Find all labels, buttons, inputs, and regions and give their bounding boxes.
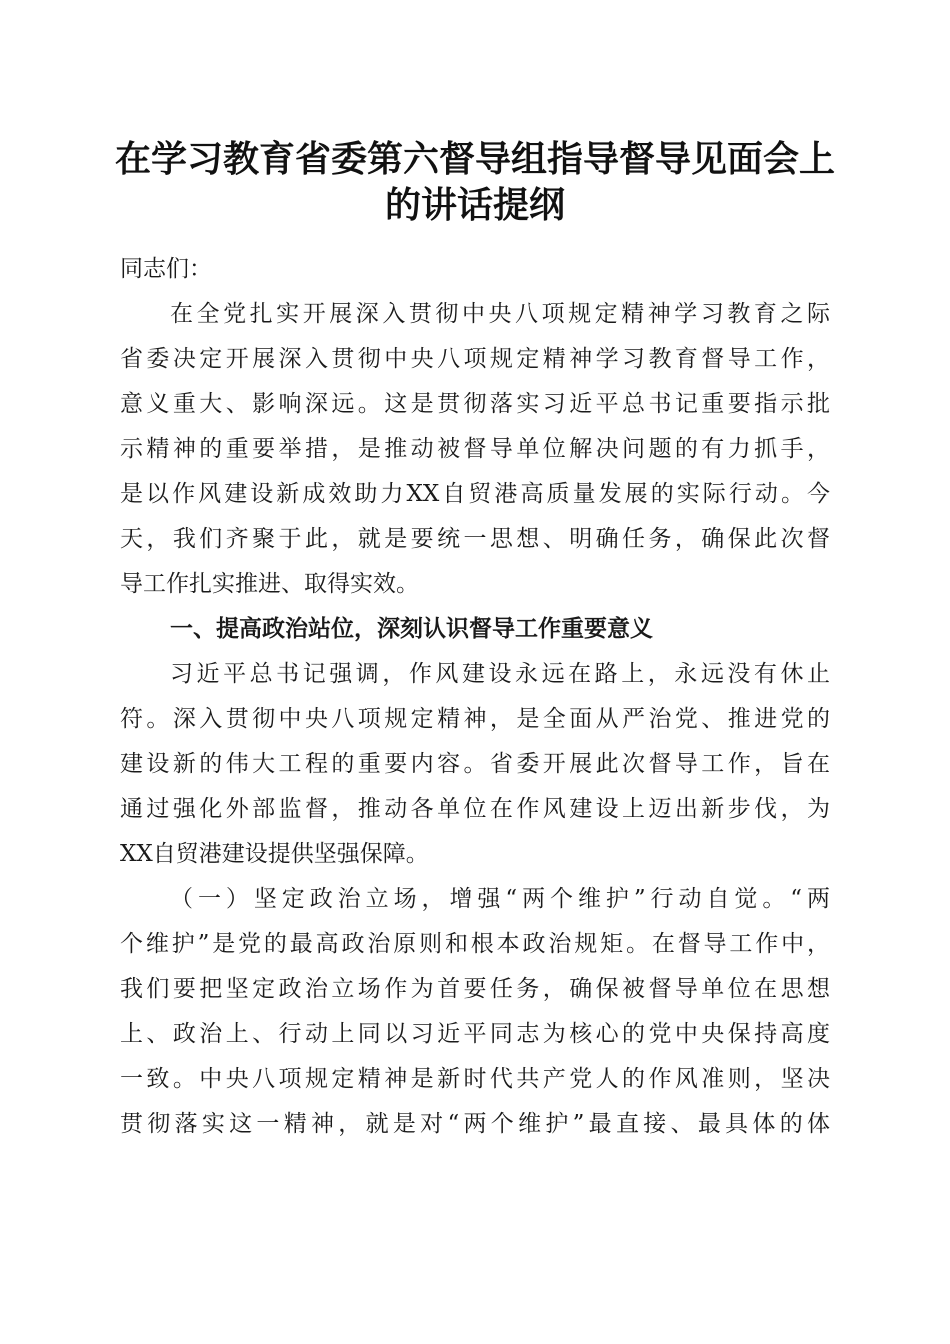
document-title-line-2: 的讲话提纲	[384, 184, 565, 226]
salutation: 同志们：	[120, 256, 212, 282]
paragraph-line: 在全党扎实开展深入贯彻中央八项规定精神学习教育之际	[170, 301, 830, 327]
paragraph-line: 我们要把坚定政治立场作为首要任务，确保被督导单位在思想	[120, 976, 830, 1002]
paragraph-line: 习近平总书记强调，作风建设永远在路上，永远没有休止	[170, 661, 830, 687]
paragraph-line: 导工作扎实推进、取得实效。	[120, 571, 419, 597]
paragraph-line: 天，我们齐聚于此，就是要统一思想、明确任务，确保此次督	[120, 526, 830, 552]
paragraph-line: 上、政治上、行动上同以习近平同志为核心的党中央保持高度	[120, 1021, 830, 1047]
paragraph-line: 意义重大、影响深远。这是贯彻落实习近平总书记重要指示批	[120, 391, 830, 417]
document-title-line-1: 在学习教育省委第六督导组指导督导见面会上	[114, 138, 835, 180]
paragraph-line: 是以作风建设新成效助力XX自贸港高质量发展的实际行动。今	[120, 481, 830, 507]
section-heading: 一、提高政治站位，深刻认识督导工作重要意义	[170, 616, 653, 642]
paragraph-line: 省委决定开展深入贯彻中央八项规定精神学习教育督导工作，	[120, 346, 830, 372]
paragraph-line: 通过强化外部监督，推动各单位在作风建设上迈出新步伐，为	[120, 796, 830, 822]
paragraph-line: 贯彻落实这一精神，就是对“两个维护”最直接、最具体的体	[120, 1111, 830, 1137]
paragraph-line: 示精神的重要举措，是推动被督导单位解决问题的有力抓手，	[120, 436, 830, 462]
paragraph-line: XX自贸港建设提供坚强保障。	[120, 841, 429, 867]
paragraph-line: （一）坚定政治立场，增强“两个维护”行动自觉。“两	[170, 886, 830, 912]
paragraph-line: 符。深入贯彻中央八项规定精神，是全面从严治党、推进党的	[120, 706, 830, 732]
paragraph-line: 个维护”是党的最高政治原则和根本政治规矩。在督导工作中，	[120, 931, 830, 957]
paragraph-line: 一致。中央八项规定精神是新时代共产党人的作风准则，坚决	[120, 1066, 830, 1092]
paragraph-line: 建设新的伟大工程的重要内容。省委开展此次督导工作，旨在	[120, 751, 830, 777]
document-body	[120, 247, 830, 1147]
